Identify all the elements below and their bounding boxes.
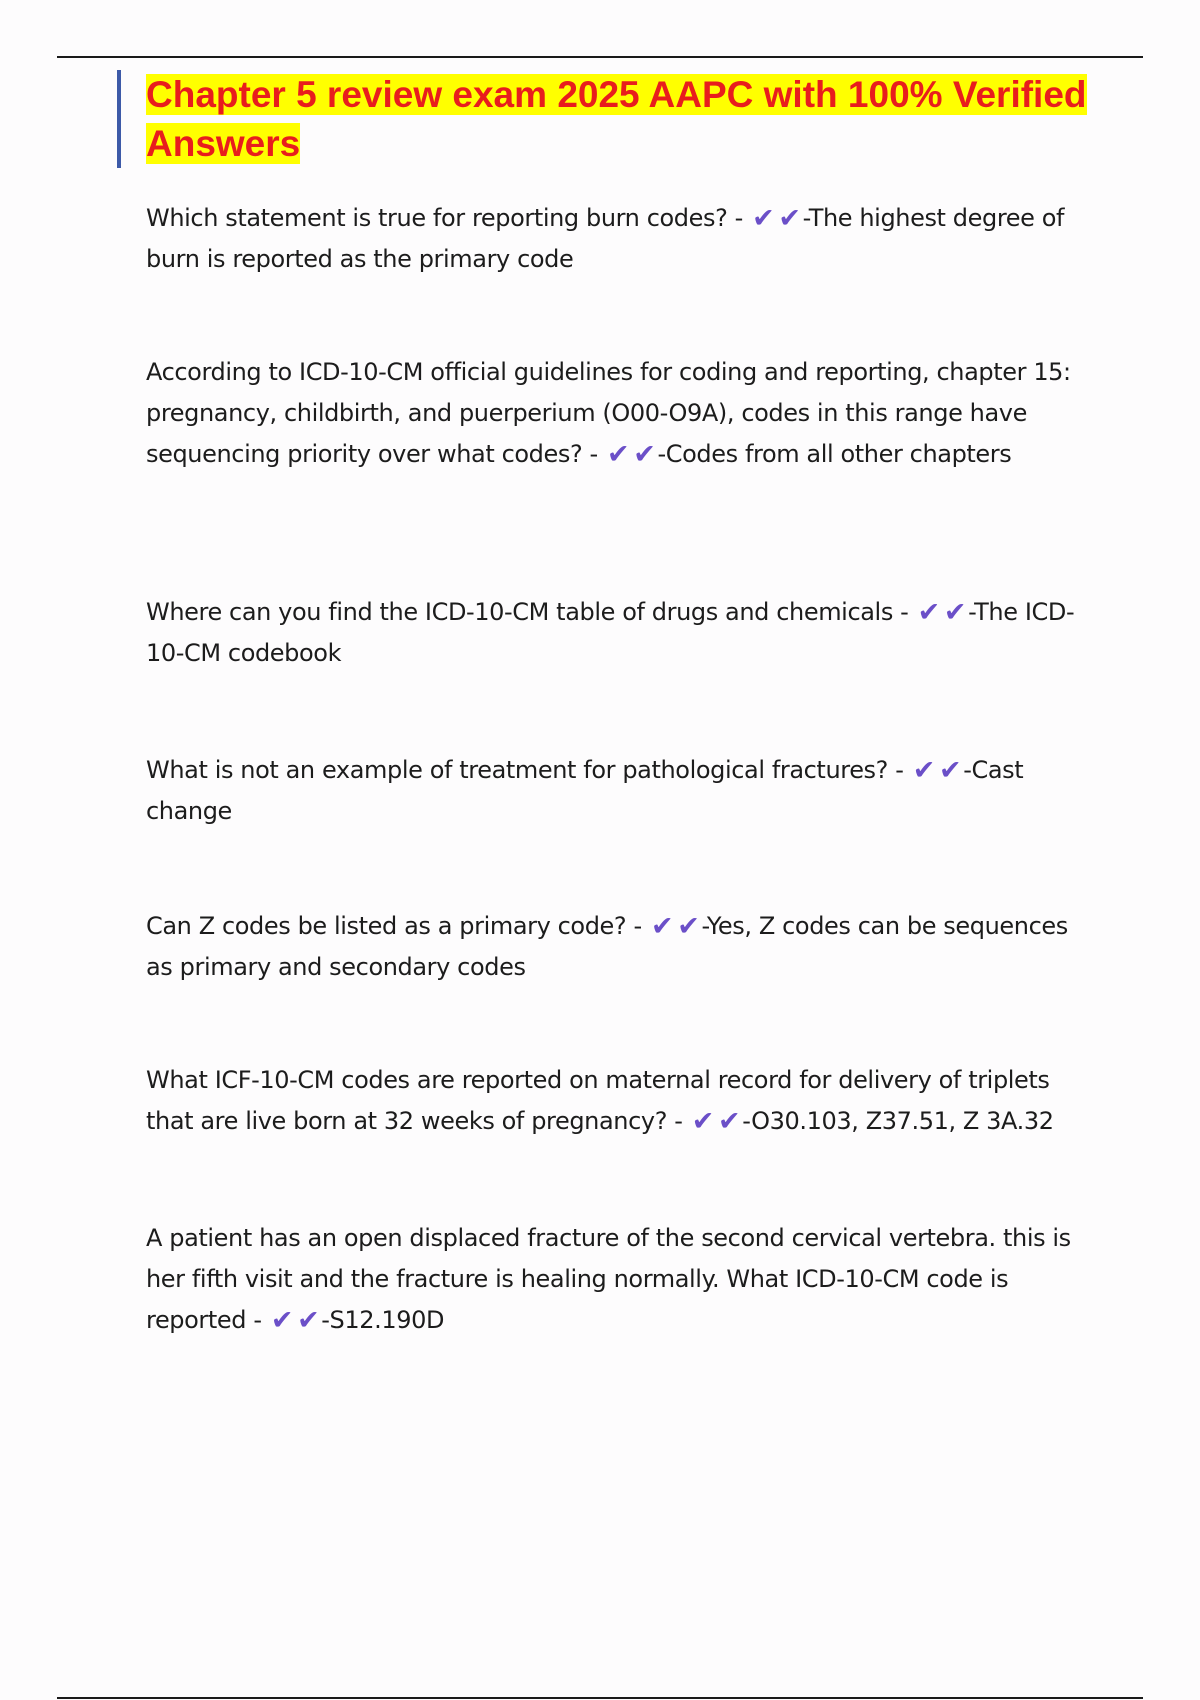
qa-item	[146, 906, 1096, 988]
check-icon: ✔	[752, 203, 775, 234]
qa-item	[146, 198, 1096, 280]
verified-checks	[750, 204, 802, 232]
question-text: Which statement is true for reporting burn codes? -	[146, 204, 743, 232]
answer-text: -The highest degree of burn is reported as the primary code	[146, 204, 1065, 273]
answer-text: -Yes, Z codes can be sequences as primary and secondary codes	[146, 912, 1068, 981]
title-text: Chapter 5 review exam 2025 AAPC with 100% Verified Answers	[146, 74, 1087, 164]
verified-checks	[605, 440, 657, 468]
question-text: A patient has an open displaced fracture of the second cervical vertebra. this is her fifth visit and the fracture is healing normally. What ICD-10-CM code is reported -	[146, 1224, 1071, 1334]
check-icon: ✔	[633, 439, 656, 470]
check-icon: ✔	[270, 1305, 294, 1336]
question-text: Can Z codes be listed as a primary code? -	[146, 912, 642, 940]
check-icon: ✔	[691, 1106, 715, 1137]
answer-text: -The ICD-10-CM codebook	[146, 598, 1075, 667]
top-rule	[57, 56, 1143, 58]
check-icon: ✔	[650, 911, 674, 942]
verified-checks	[269, 1306, 321, 1334]
title-block	[117, 70, 1126, 168]
answer-text: -Codes from all other chapters	[657, 440, 1012, 468]
answer-text: -Cast change	[146, 756, 1024, 825]
answer-text: -S12.190D	[321, 1306, 445, 1334]
page-title	[146, 70, 1126, 168]
check-icon: ✔	[943, 597, 967, 628]
qa-item	[146, 592, 1096, 674]
check-icon: ✔	[912, 755, 935, 786]
question-text: What ICF-10-CM codes are reported on maternal record for delivery of triplets that are live born at 32 weeks of pregnancy? -	[146, 1066, 1050, 1135]
bottom-rule	[57, 1697, 1143, 1699]
qa-item	[146, 352, 1096, 475]
verified-checks	[916, 598, 968, 626]
verified-checks	[911, 756, 963, 784]
check-icon: ✔	[718, 1106, 741, 1137]
check-icon: ✔	[607, 439, 630, 470]
verified-checks	[690, 1107, 742, 1135]
qa-item	[146, 1060, 1096, 1142]
check-icon: ✔	[778, 203, 801, 234]
verified-checks	[649, 912, 701, 940]
qa-item	[146, 750, 1096, 832]
question-text: According to ICD-10-CM official guidelines for coding and reporting, chapter 15: pregnancy, childbirth, and puerperium (O00-O9A), codes in this range have sequencing priority over what codes? -	[146, 358, 1071, 468]
question-text: What is not an example of treatment for pathological fractures? -	[146, 756, 904, 784]
check-icon: ✔	[917, 597, 940, 628]
answer-text: -O30.103, Z37.51, Z 3A.32	[742, 1107, 1054, 1135]
qa-item	[146, 1218, 1096, 1341]
check-icon: ✔	[677, 911, 700, 942]
check-icon: ✔	[938, 755, 962, 786]
check-icon: ✔	[297, 1305, 320, 1336]
question-text: Where can you find the ICD-10-CM table of drugs and chemicals -	[146, 598, 909, 626]
